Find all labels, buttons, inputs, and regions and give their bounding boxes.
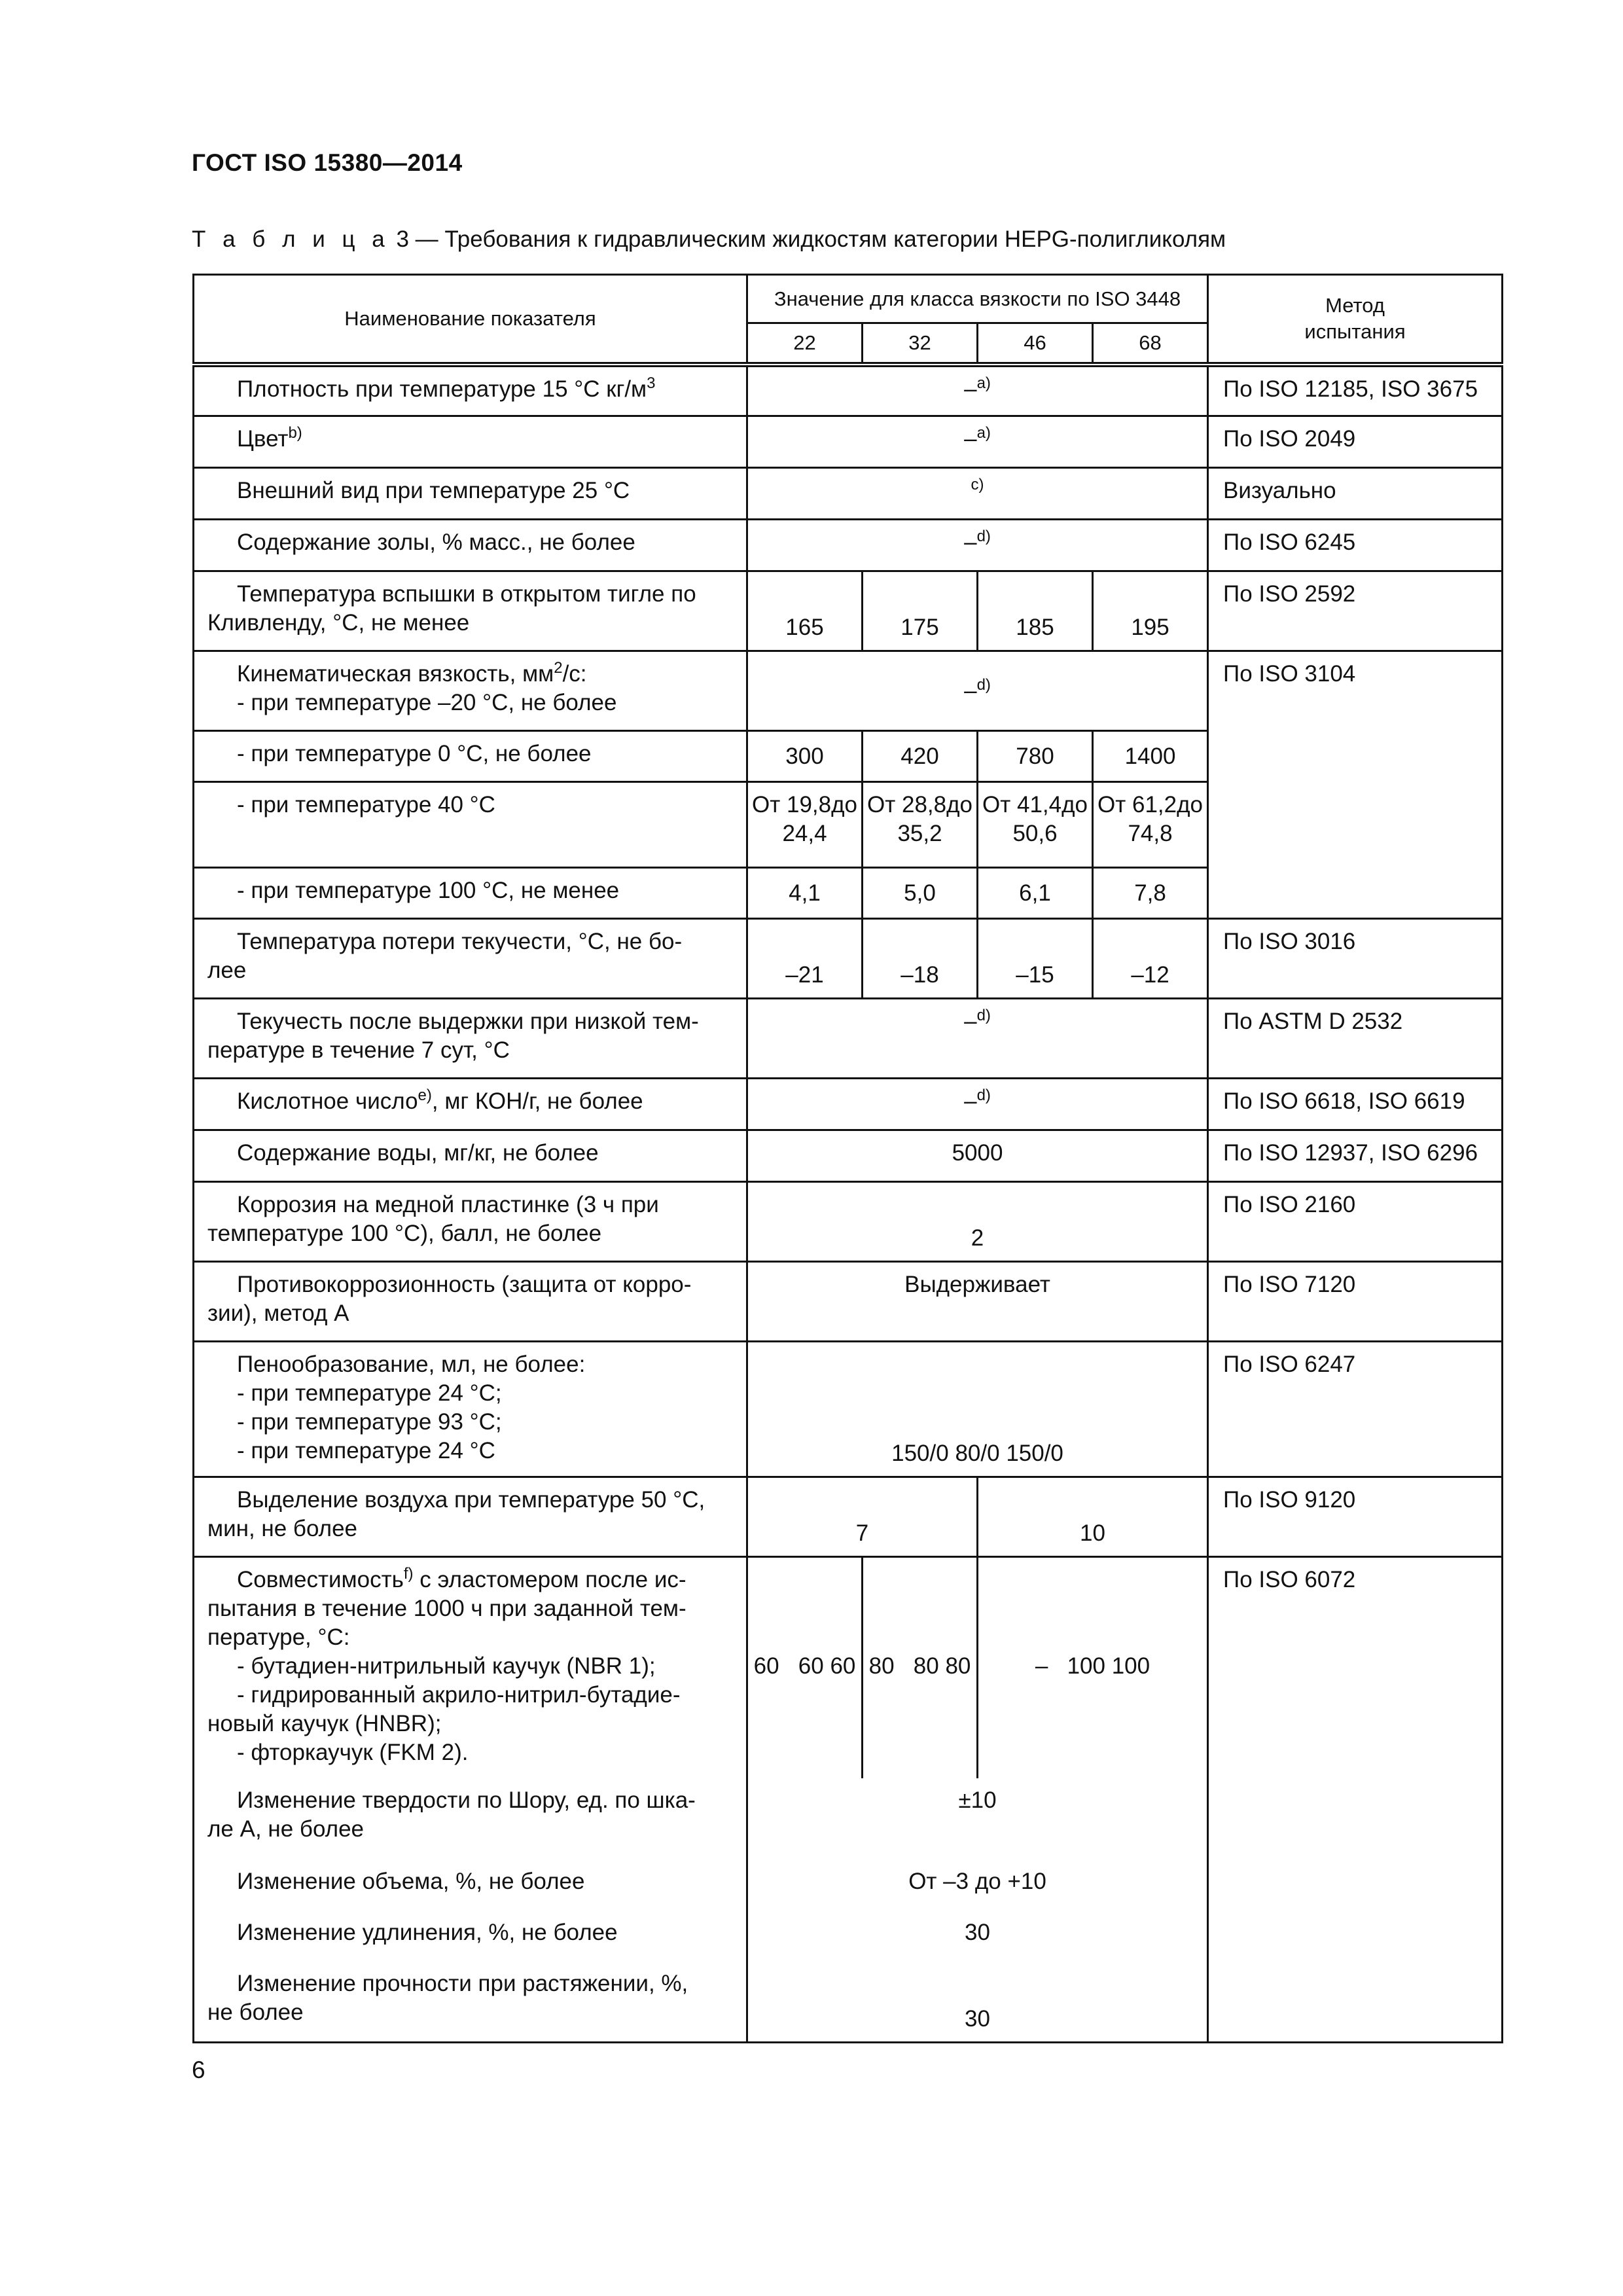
value-hardness: ±10	[747, 1778, 1208, 1859]
value-visc40-32: От 28,8до 35,2	[863, 782, 978, 868]
method-density: По ISO 12185, ISO 3675	[1208, 365, 1503, 416]
table-caption	[192, 226, 1226, 253]
row-label-copper: Коррозия на медной пластинке (3 ч при температуре 100 °С), балл, не более	[194, 1182, 747, 1262]
table-row	[194, 520, 1503, 571]
row-label-color: Цвет$^{b)}$	[194, 416, 747, 468]
row-label-acid: Кислотное число$^{e)}$, мг КОН/г, не более	[194, 1079, 747, 1130]
value-appearance: c)	[747, 468, 1208, 520]
table-row	[194, 1262, 1503, 1342]
row-label-anticorr: Противокоррозионность (защита от корро- зии), метод А	[194, 1262, 747, 1342]
row-label-volume: Изменение объема, %, не более	[194, 1859, 747, 1910]
method-lowtemp: По ASTM D 2532	[1208, 999, 1503, 1079]
header-class-32: 32	[863, 323, 978, 365]
header-name-column: Наименование показателя	[194, 275, 747, 365]
value-visc40-46: От 41,4до 50,6	[978, 782, 1093, 868]
value-flash-68: 195	[1093, 571, 1208, 651]
value-visc100-68: 7,8	[1093, 868, 1208, 919]
row-label-compat: Совместимость$^{f)}$ с эластомером после ис- пытания в течение 1000 ч при заданной тем- пературе, °С: - бутадиен-нитрильный каучук (NBR 1); - гидрированный акрило-нитрил-бутадие- новый каучук (HNBR); - фторкаучук (FKM 2).	[194, 1557, 747, 1778]
method-pour: По ISO 3016	[1208, 919, 1503, 999]
row-label-tensile: Изменение прочности при растяжении, %, не более	[194, 1962, 747, 2043]
value-water: 5000	[747, 1130, 1208, 1182]
value-compat-32: 80 80 80	[863, 1557, 978, 1778]
value-visc100-32: 5,0	[863, 868, 978, 919]
row-label-pour: Температура потери текучести, °С, не бо- лее	[194, 919, 747, 999]
table-row	[194, 1557, 1503, 1778]
header-method-line1: Метод	[1325, 293, 1385, 317]
method-ash: По ISO 6245	[1208, 520, 1503, 571]
row-label-hardness: Изменение твердости по Шору, ед. по шка- ле А, не более	[194, 1778, 747, 1859]
table-row	[194, 1130, 1503, 1182]
method-compat: По ISO 6072	[1208, 1557, 1503, 2043]
method-kinvisc: По ISO 3104	[1208, 651, 1503, 919]
value-air-46-68: 10	[978, 1477, 1208, 1557]
value-ash: –$^{d)}$	[747, 520, 1208, 571]
row-label-ash: Содержание золы, % масс., не более	[194, 520, 747, 571]
method-appearance: Визуально	[1208, 468, 1503, 520]
row-label-foam: Пенообразование, мл, не более: - при температуре 24 °С; - при температуре 93 °С; - при температуре 24 °С	[194, 1342, 747, 1477]
value-pour-68: –12	[1093, 919, 1208, 999]
row-label-appearance: Внешний вид при температуре 25 °С	[194, 468, 747, 520]
row-label-visc40: - при температуре 40 °С	[194, 782, 747, 868]
method-color: По ISO 2049	[1208, 416, 1503, 468]
table-row	[194, 651, 1503, 731]
row-label-air: Выделение воздуха при температуре 50 °С, мин, не более	[194, 1477, 747, 1557]
value-color: –$^{a)}$	[747, 416, 1208, 468]
header-method-line2: испытания	[1304, 319, 1406, 343]
value-anticorr: Выдерживает	[747, 1262, 1208, 1342]
row-label-lowtemp: Текучесть после выдержки при низкой тем- пературе в течение 7 сут, °С	[194, 999, 747, 1079]
value-flash-22: 165	[747, 571, 863, 651]
value-visc40-68: От 61,2до 74,8	[1093, 782, 1208, 868]
document-header: ГОСТ ISO 15380—2014	[192, 149, 463, 176]
value-elong: 30	[747, 1910, 1208, 1962]
table-row	[194, 1079, 1503, 1130]
table-row	[194, 919, 1503, 999]
table-row	[194, 1477, 1503, 1557]
value-visc100-46: 6,1	[978, 868, 1093, 919]
value-pour-22: –21	[747, 919, 863, 999]
value-tensile: 30	[747, 1962, 1208, 2043]
caption-label: Т а б л и ц а	[192, 226, 390, 252]
row-label-elong: Изменение удлинения, %, не более	[194, 1910, 747, 1962]
value-flash-32: 175	[863, 571, 978, 651]
value-pour-32: –18	[863, 919, 978, 999]
requirements-table	[192, 274, 1503, 2043]
value-foam: 150/0 80/0 150/0	[747, 1342, 1208, 1477]
row-label-flash: Температура вспышки в открытом тигле по Кливленду, °С, не менее	[194, 571, 747, 651]
row-label-visc100: - при температуре 100 °С, не менее	[194, 868, 747, 919]
header-viscosity-group: Значение для класса вязкости по ISO 3448	[747, 275, 1208, 323]
value-flash-46: 185	[978, 571, 1093, 651]
value-lowtemp: –$^{d)}$	[747, 999, 1208, 1079]
row-label-density: Плотность при температуре 15 °С $кг/м^3$	[194, 365, 747, 416]
value-copper: 2	[747, 1182, 1208, 1262]
value-visc40-22: От 19,8до 24,4	[747, 782, 863, 868]
table-row	[194, 571, 1503, 651]
value-visc0-22: 300	[747, 731, 863, 782]
value-pour-46: –15	[978, 919, 1093, 999]
value-visc0-32: 420	[863, 731, 978, 782]
header-class-68: 68	[1093, 323, 1208, 365]
table-row	[194, 468, 1503, 520]
method-water: По ISO 12937, ISO 6296	[1208, 1130, 1503, 1182]
method-flash: По ISO 2592	[1208, 571, 1503, 651]
method-foam: По ISO 6247	[1208, 1342, 1503, 1477]
row-label-visc0: - при температуре 0 °С, не более	[194, 731, 747, 782]
value-compat-22: 60 60 60	[747, 1557, 863, 1778]
table-row	[194, 1342, 1503, 1477]
table-row	[194, 1182, 1503, 1262]
caption-text: 3 — Требования к гидравлическим жидкостям категории HEPG-полигликолям	[389, 226, 1226, 252]
table-row	[194, 416, 1503, 468]
value-compat-46-68: – 100 100	[978, 1557, 1208, 1778]
value-visc0-68: 1400	[1093, 731, 1208, 782]
row-label-water: Содержание воды, мг/кг, не более	[194, 1130, 747, 1182]
method-acid: По ISO 6618, ISO 6619	[1208, 1079, 1503, 1130]
table-row	[194, 365, 1503, 416]
method-anticorr: По ISO 7120	[1208, 1262, 1503, 1342]
table-row	[194, 999, 1503, 1079]
header-class-22: 22	[747, 323, 863, 365]
header-method-column	[1208, 275, 1503, 365]
value-kinvisc-minus20: –$^{d)}$	[747, 651, 1208, 731]
value-air-22-32: 7	[747, 1477, 978, 1557]
value-visc0-46: 780	[978, 731, 1093, 782]
value-acid: –$^{d)}$	[747, 1079, 1208, 1130]
row-label-kinvisc: Кинематическая вязкость, $мм^2/с$: - при температуре –20 °С, не более	[194, 651, 747, 731]
value-visc100-22: 4,1	[747, 868, 863, 919]
method-air: По ISO 9120	[1208, 1477, 1503, 1557]
value-density: –$^{a)}$	[747, 365, 1208, 416]
method-copper: По ISO 2160	[1208, 1182, 1503, 1262]
header-class-46: 46	[978, 323, 1093, 365]
page-number: 6	[192, 2056, 205, 2083]
value-volume: От –3 до +10	[747, 1859, 1208, 1910]
